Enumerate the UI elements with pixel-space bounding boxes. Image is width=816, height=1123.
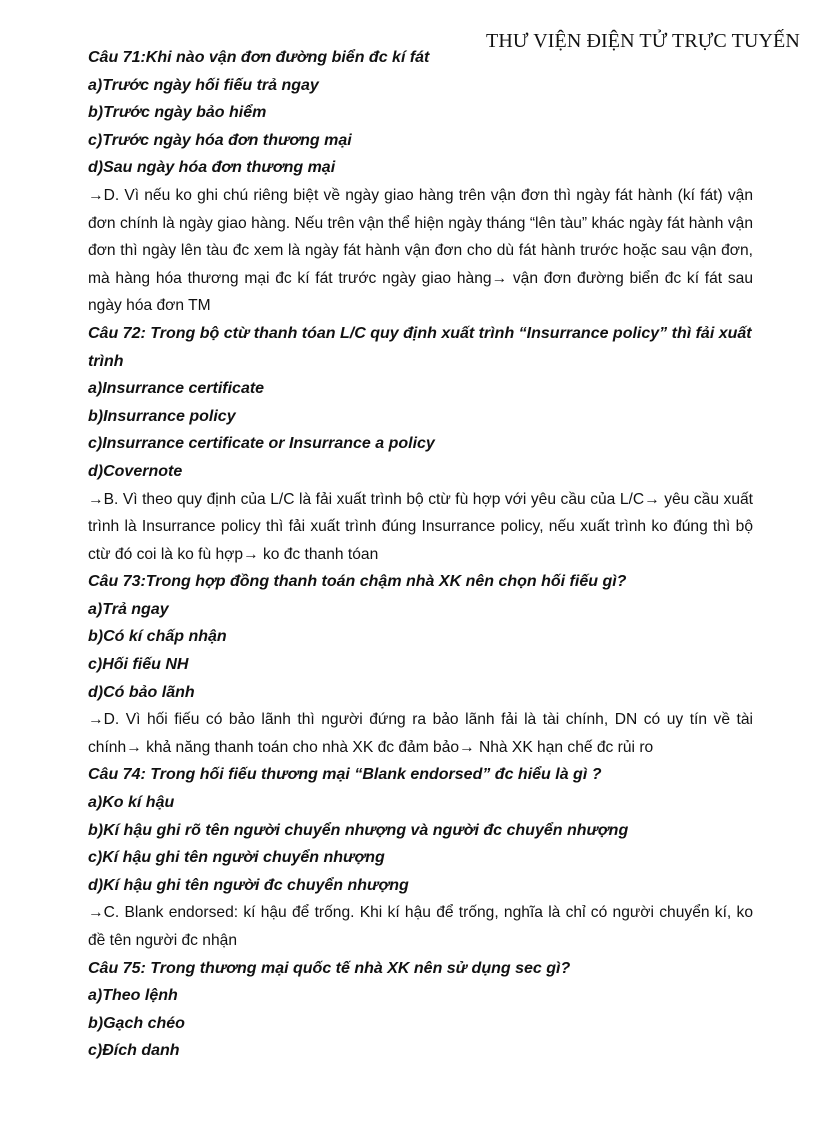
option-c: c)Hối fiếu NH [88, 656, 189, 674]
answer-explanation: →C. Blank endorsed: kí hậu để trống. Khi kí hậu để trống, nghĩa là chỉ có người chuyển kí, ko đề tên người đc nhận [88, 904, 753, 949]
question-text: Câu 72: Trong bộ ctừ thanh tóan L/C quy định xuất trình “Insurrance policy” thì fải xuất trình [88, 324, 752, 370]
question-text: Câu 73:Trong hợp đồng thanh toán chậm nhà XK nên chọn hối fiếu gì? [88, 573, 627, 591]
question-block [88, 568, 753, 761]
answer-explanation: →D. Vì hối fiếu có bảo lãnh thì người đứng ra bảo lãnh fải là tài chính, DN có uy tín về tài chính→ khả năng thanh toán cho nhà XK đc đảm bảo→ Nhà XK hạn chế đc rủi ro [88, 711, 753, 756]
question-block [88, 955, 753, 1065]
option-c: c)Trước ngày hóa đơn thương mại [88, 131, 352, 149]
library-header: THƯ VIỆN ĐIỆN TỬ TRỰC TUYẾN [486, 30, 800, 52]
option-a: a)Trả ngay [88, 600, 169, 618]
answer-explanation: →D. Vì nếu ko ghi chú riêng biệt về ngày giao hàng trên vận đơn thì ngày fát hành (kí fát) vận đơn chính là ngày giao hàng. Nếu trên vận thể hiện ngày tháng “lên tàu” khác ngày fát hành vận đơn thì ngày lên tàu đc xem là ngày fát hành vận đơn cho dù fát hành trước hoặc sau vận đơn, mà hàng hóa thương mại đc kí fát trước ngày giao hàng→ vận đơn đường biển đc kí fát sau ngày hóa đơn TM [88, 186, 753, 315]
answer-explanation: →B. Vì theo quy định của L/C là fải xuất trình bộ ctừ fù hợp với yêu cầu của L/C→ yêu cầu xuất trình là Insurrance policy thì fải xuất trình đúng Insurrance policy, nếu xuất trình ko đúng thì bộ ctừ đó coi là ko fù hợp→ ko đc thanh tóan [88, 490, 753, 563]
option-b: b)Có kí chấp nhận [88, 628, 227, 646]
option-d: d)Covernote [88, 462, 183, 480]
question-block [88, 320, 753, 568]
option-b: b)Gạch chéo [88, 1014, 185, 1032]
option-a: a)Insurrance certificate [88, 380, 265, 398]
option-a: a)Trước ngày hối fiếu trả ngay [88, 76, 319, 94]
option-c: c)Insurrance certificate or Insurrance a policy [88, 435, 435, 453]
question-block [88, 761, 753, 954]
option-d: d)Kí hậu ghi tên người đc chuyển nhượng [88, 876, 409, 894]
question-text: Câu 71:Khi nào vận đơn đường biển đc kí fát [88, 49, 430, 66]
option-b: b)Trước ngày bảo hiểm [88, 104, 267, 122]
question-text: Câu 75: Trong thương mại quốc tế nhà XK nên sử dụng sec gì? [88, 959, 571, 977]
option-a: a)Theo lệnh [88, 987, 178, 1005]
option-a: a)Ko kí hậu [88, 794, 175, 812]
qa-content [88, 44, 753, 1065]
question-text: Câu 74: Trong hối fiếu thương mại “Blank endorsed” đc hiểu là gì ? [88, 766, 602, 784]
option-c: c)Đích danh [88, 1042, 180, 1060]
option-d: d)Sau ngày hóa đơn thương mại [88, 159, 336, 177]
option-c: c)Kí hậu ghi tên người chuyển nhượng [88, 849, 385, 867]
option-b: b)Kí hậu ghi rõ tên người chuyển nhượng và người đc chuyển nhượng [88, 821, 629, 839]
question-block [88, 44, 753, 320]
option-d: d)Có bảo lãnh [88, 683, 195, 701]
option-b: b)Insurrance policy [88, 407, 236, 425]
